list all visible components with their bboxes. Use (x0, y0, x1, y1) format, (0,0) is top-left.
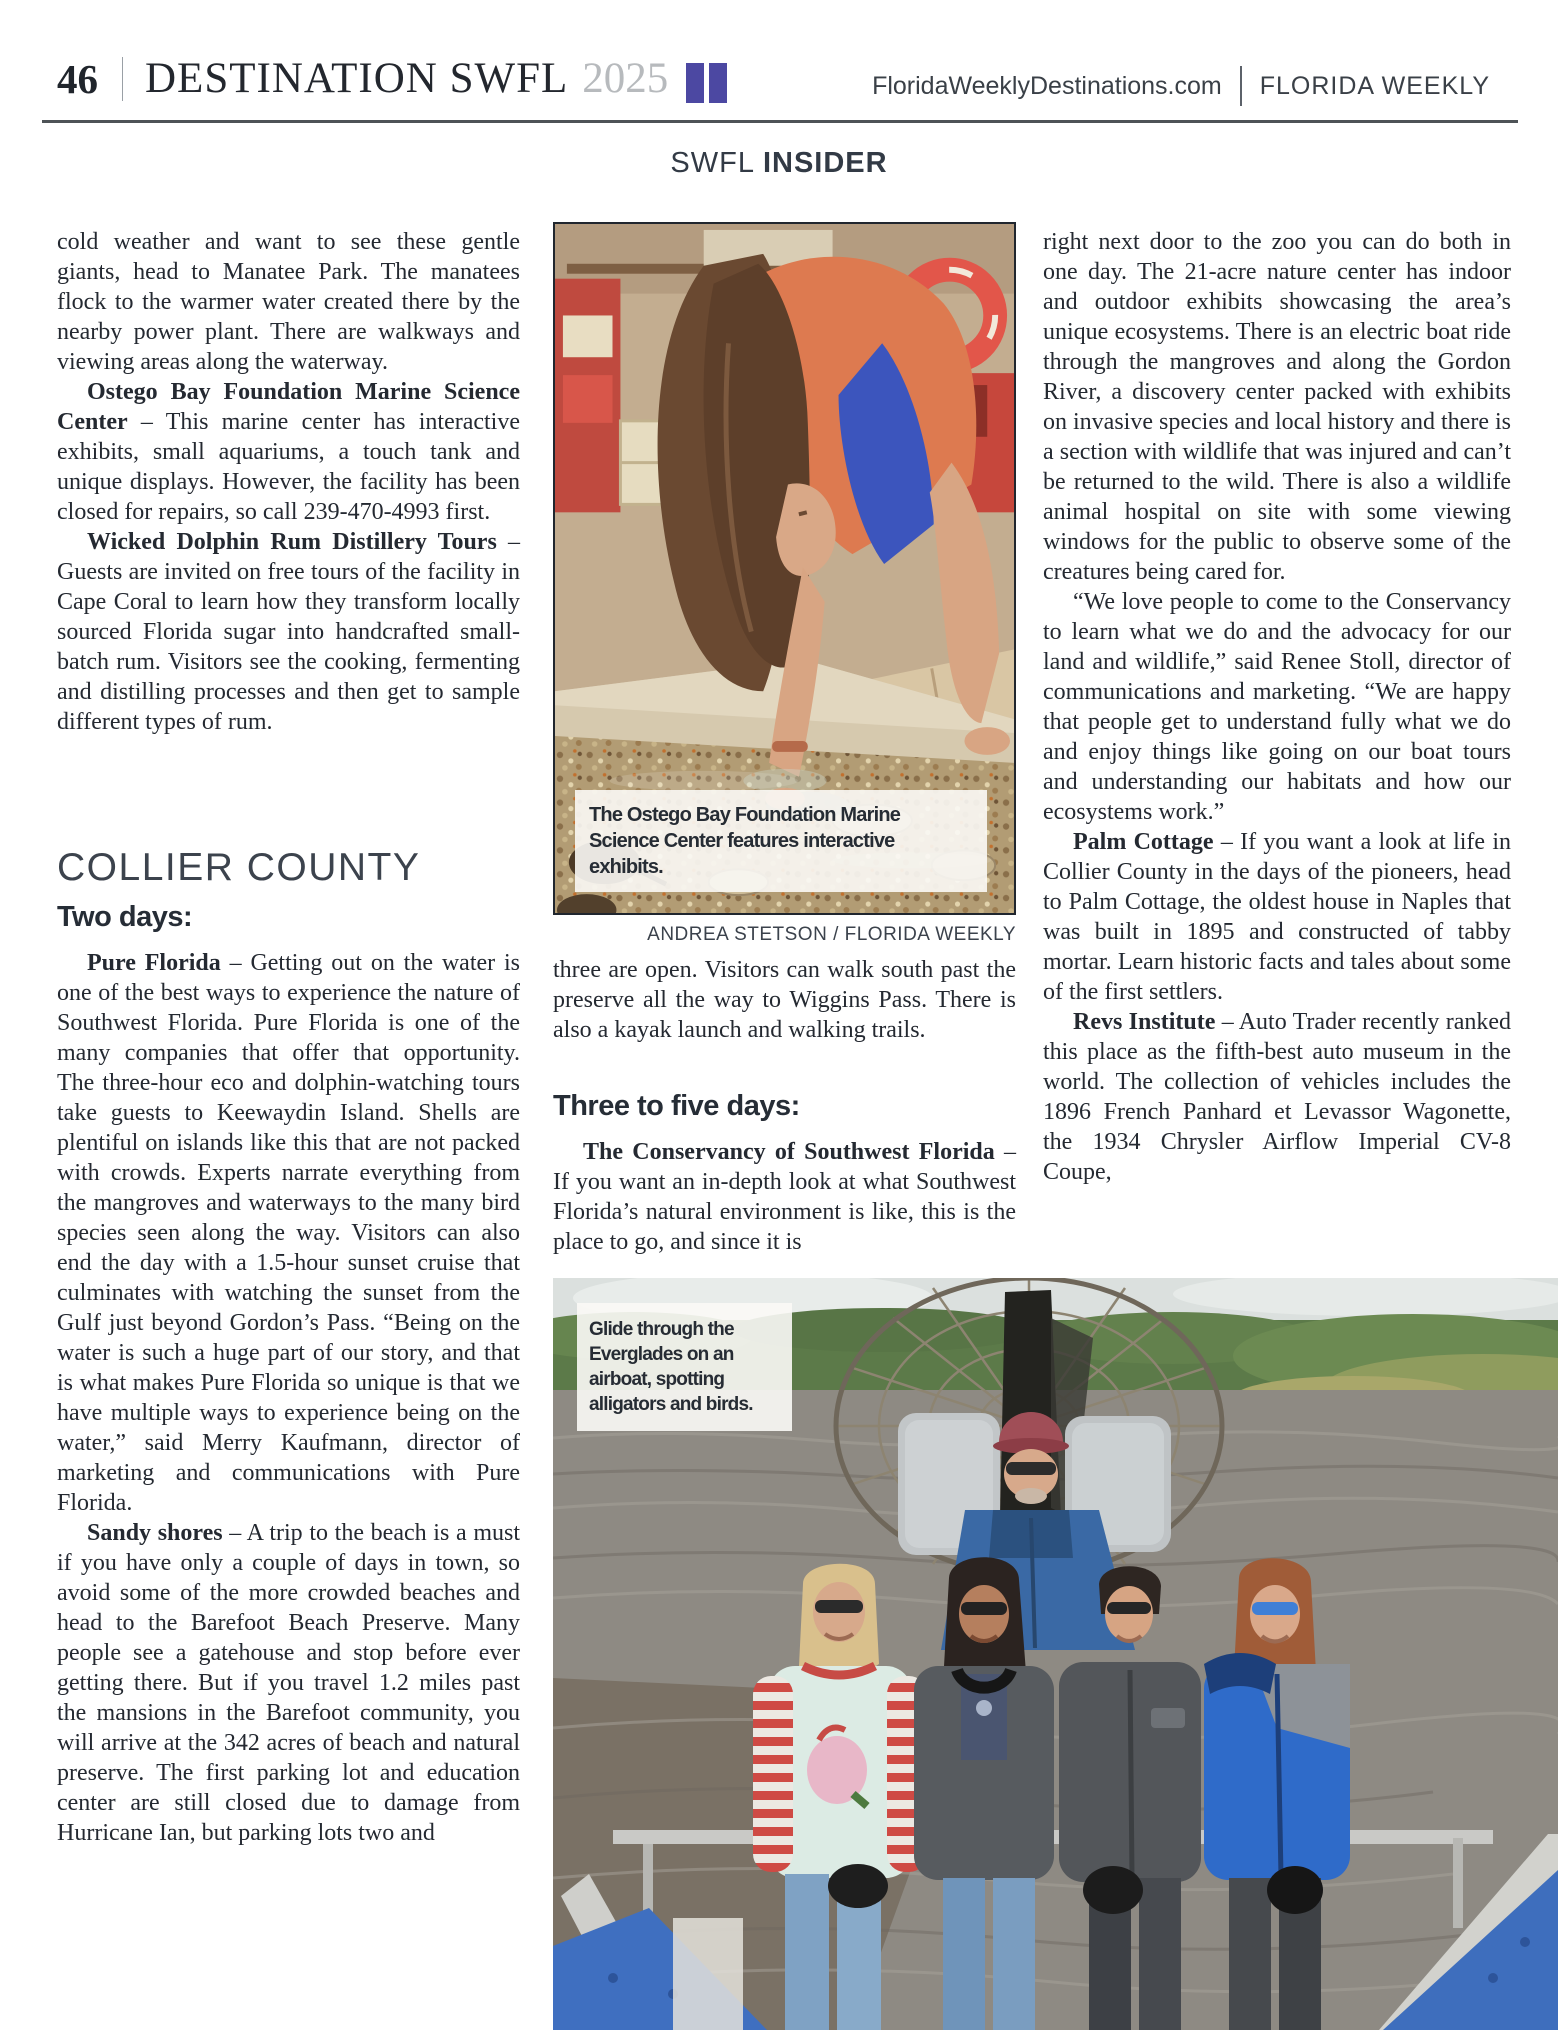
article-paragraph: Wicked Dolphin Rum Distillery Tours – Guests are invited on free tours of the facility in Cape Coral to learn how they transform locally sourced Florida sugar into handcrafted small-batch rum. Visitors see the cooking, fermenting and distilling processes and then get to sample different types of rum. (57, 529, 521, 735)
photo-caption: The Ostego Bay Foundation Marine Science Center features interactive exhibits. (575, 790, 987, 892)
article-paragraph: Pure Florida – Getting out on the water is one of the best ways to experience the nature of Southwest Florida. Pure Florida is one of the many companies that offer that opportunity. The three-hour eco and dolphin-watching tours take guests to Keewaydin Island. Shells are plentiful on islands like this that are not packed with crowds. Experts narrate everything from the mangroves and waterways to the many bird species seen along the way. Visitors can also end the day with a 1.5-hour sunset cruise that culminates with watching the sunset from the Gulf just beyond Gordon’s Pass. “Being on the water is such a huge part of our story, and that is what makes Pure Florida so unique is that we have multiple ways to experience being on the water,” said Merry Kaufmann, director of marketing and communications with Pure Florida. (57, 950, 521, 1516)
header-rule (42, 120, 1518, 123)
column-1-bottom (57, 948, 520, 1848)
page-number: 46 (57, 55, 98, 102)
accent-bars-icon (686, 63, 727, 103)
brand-name: FLORIDA WEEKLY (1259, 71, 1490, 100)
masthead-divider (1240, 66, 1242, 106)
touch-tank-photo (553, 222, 1016, 915)
column-2-top (553, 955, 1016, 1045)
article-paragraph: “We love people to come to the Conservancy to learn what we do and the advocacy for our land and wildlife,” said Renee Stoll, director of communications and marketing. “We are happy that people get to understand fully what we do and enjoy things like going on our boat tours and understanding our habitats and how our ecosystems work.” (1043, 589, 1511, 825)
website-link[interactable]: FloridaWeeklyDestinations.com (872, 71, 1222, 100)
article-paragraph: Sandy shores – A trip to the beach is a must if you have only a couple of days in town, so avoid some of the more crowded beaches and head to the Barefoot Beach Preserve. Many people see a gatehouse and stop before ever getting there. But if you travel 1.2 miles past the mansions in the Barefoot community, you will arrive at the 342 acres of beach and natural preserve. The first parking lot and education center are still closed due to damage from Hurricane Ian, but parking lots two and (57, 1520, 520, 1846)
two-days-heading: Two days: (57, 901, 193, 933)
section-banner (0, 147, 1558, 180)
masthead-right (872, 66, 1490, 106)
publication-title: DESTINATION SWFL (145, 55, 569, 102)
masthead (57, 54, 727, 103)
article-paragraph: three are open. Visitors can walk south past the preserve all the way to Wiggins Pass. There is also a kayak launch and walking trails. (553, 957, 1016, 1043)
banner-prefix: SWFL (670, 147, 755, 179)
column-2-bottom (553, 1137, 1016, 1257)
masthead-divider (122, 57, 123, 101)
airboat-photo (553, 1278, 1558, 2030)
county-section-heading: COLLIER COUNTY (57, 846, 421, 889)
article-paragraph: Revs Institute – Auto Trader recently ranked this place as the fifth-best auto museum in the world. The collection of vehicles includes the 1896 French Panhard et Levassor Wagonette, the 1934 Chrysler Airflow Imperial CV-8 Coupe, (1043, 1009, 1511, 1185)
banner-title: INSIDER (762, 147, 888, 179)
photo-caption: Glide through the Everglades on an airboat, spotting alligators and birds. (577, 1303, 792, 1431)
article-paragraph: cold weather and want to see these gentle giants, head to Manatee Park. The manatees flock to the warmer water created there by the nearby power plant. There are walkways and viewing areas along the waterway. (57, 229, 520, 375)
article-paragraph: right next door to the zoo you can do both in one day. The 21-acre nature center has indoor and outdoor exhibits showcasing the area’s unique ecosystems. There is an electric boat ride through the mangroves and along the Gordon River, a discovery center packed with exhibits on invasive species and local history and there is a section with wildlife that was injured and can’t be returned to the wild. There is also a wildlife animal hospital on site with some viewing windows for the public to observe some of the creatures being cared for. (1043, 229, 1511, 585)
three-to-five-days-heading: Three to five days: (553, 1090, 800, 1122)
publication-year: 2025 (582, 55, 669, 102)
article-paragraph: Ostego Bay Foundation Marine Science Center – This marine center has interactive exhibits, small aquariums, a touch tank and unique displays. However, the facility has been closed for repairs, so call 239-470-4993 first. (57, 379, 520, 525)
article-paragraph: Palm Cottage – If you want a look at life in Collier County in the days of the pioneers, head to Palm Cottage, the oldest house in Naples that was built in 1895 and constructed of tabby mortar. Learn historic facts and tales about some of the first settlers. (1043, 829, 1511, 1005)
column-3 (1043, 227, 1511, 1187)
article-paragraph: The Conservancy of Southwest Florida – If you want an in-depth look at what Southwest Florida’s natural environment is like, this is the place to go, and since it is (553, 1139, 1016, 1255)
column-1-top (57, 227, 520, 737)
photo-credit: ANDREA STETSON / FLORIDA WEEKLY (647, 924, 1016, 945)
